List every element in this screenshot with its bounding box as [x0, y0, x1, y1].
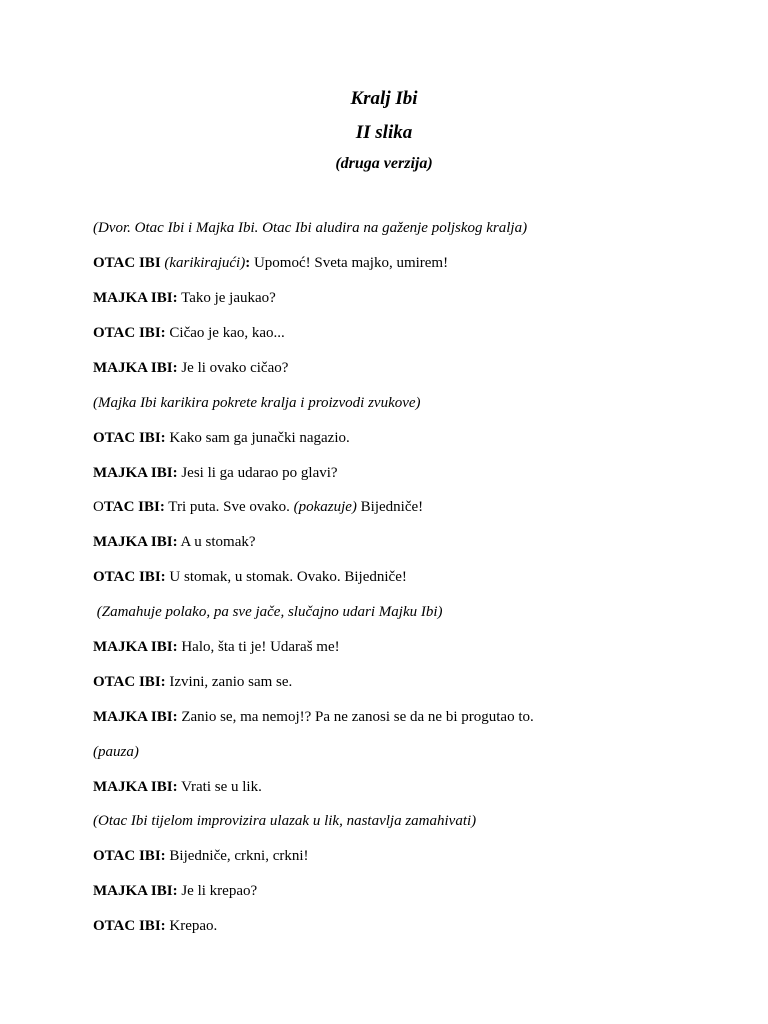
speaker-name: MAJKA IBI:	[93, 779, 178, 795]
speaker-name: MAJKA IBI:	[93, 290, 178, 306]
dialogue-line	[93, 882, 257, 900]
speaker-name: OTAC IBI:	[93, 325, 166, 341]
speaker-initial: O	[93, 499, 104, 515]
speaker-name: MAJKA IBI:	[93, 465, 178, 481]
dialogue-text: Krepao.	[165, 918, 218, 934]
speaker-name: MAJKA IBI:	[93, 709, 178, 725]
parenthetical: (pokazuje)	[293, 499, 357, 515]
dialogue-text-continued: Bijedniče!	[356, 499, 424, 515]
speaker-name: OTAC IBI:	[93, 674, 166, 690]
speaker-name: OTAC IBI:	[93, 430, 166, 446]
stage-direction	[93, 812, 476, 830]
dialogue-line	[93, 289, 276, 307]
dialogue-text: Je li krepao?	[177, 883, 258, 899]
stage-direction	[93, 603, 443, 621]
dialogue-line	[93, 673, 292, 691]
dialogue-line	[93, 429, 350, 447]
scene-title: II slika	[355, 122, 413, 143]
dialogue-line	[93, 847, 309, 865]
speaker-name: MAJKA IBI:	[93, 883, 178, 899]
dialogue-line	[93, 359, 288, 377]
dialogue-line	[93, 638, 340, 656]
dialogue-line	[93, 324, 285, 342]
dialogue-line	[93, 917, 217, 935]
stage-direction	[93, 743, 139, 761]
dialogue-text: Kako sam ga junački nagazio.	[165, 430, 350, 446]
dialogue-text: Vrati se u lik.	[177, 779, 262, 795]
dialogue-text: Zanio se, ma nemoj!? Pa ne zanosi se da ne bi progutao to.	[177, 709, 534, 725]
play-title: Kralj Ibi	[350, 88, 418, 109]
dialogue-line	[93, 254, 448, 272]
speaker-name: MAJKA IBI:	[93, 639, 178, 655]
dialogue-text: Jesi li ga udarao po glavi?	[177, 465, 338, 481]
dialogue-text: Halo, šta ti je! Udaraš me!	[177, 639, 340, 655]
speaker-name: MAJKA IBI:	[93, 534, 178, 550]
speaker-name: TAC IBI:	[103, 499, 165, 515]
dialogue-line	[93, 708, 534, 726]
stage-direction	[93, 219, 527, 237]
parenthetical: (karikirajući)	[164, 255, 246, 271]
stage-direction-text: (pauza)	[93, 744, 139, 760]
version-note: (druga verzija)	[335, 155, 433, 172]
speaker-name: OTAC IBI:	[93, 918, 166, 934]
stage-direction-text: (Otac Ibi tijelom improvizira ulazak u lik, nastavlja zamahivati)	[93, 813, 477, 829]
dialogue-line	[93, 568, 407, 586]
dialogue-text: Bijedniče, crkni, crkni!	[165, 848, 309, 864]
dialogue-line	[93, 464, 338, 482]
dialogue-line	[93, 498, 423, 516]
stage-direction-text: (Zamahuje polako, pa sve jače, slučajno udari Majku Ibi)	[93, 604, 443, 620]
speaker-name: OTAC IBI	[93, 255, 161, 271]
speaker-name: OTAC IBI:	[93, 569, 166, 585]
dialogue-text: Tako je jaukao?	[177, 290, 276, 306]
dialogue-text: Tri puta. Sve ovako.	[164, 499, 294, 515]
speaker-colon: :	[245, 255, 251, 271]
stage-direction	[93, 394, 421, 412]
speaker-name: OTAC IBI:	[93, 848, 166, 864]
dialogue-line	[93, 533, 256, 551]
stage-direction-text: (Majka Ibi karikira pokrete kralja i proizvodi zvukove)	[93, 395, 421, 411]
dialogue-text: Upomoć! Sveta majko, umirem!	[250, 255, 449, 271]
dialogue-text: A u stomak?	[177, 534, 256, 550]
dialogue-text: Izvini, zanio sam se.	[165, 674, 293, 690]
speaker-name: MAJKA IBI:	[93, 360, 178, 376]
dialogue-text: U stomak, u stomak. Ovako. Bijedniče!	[165, 569, 407, 585]
dialogue-text: Cičao je kao, kao...	[165, 325, 285, 341]
stage-direction-text: (Dvor. Otac Ibi i Majka Ibi. Otac Ibi aludira na gaženje poljskog kralja)	[93, 220, 528, 236]
dialogue-text: Je li ovako cičao?	[177, 360, 289, 376]
dialogue-line	[93, 778, 262, 796]
